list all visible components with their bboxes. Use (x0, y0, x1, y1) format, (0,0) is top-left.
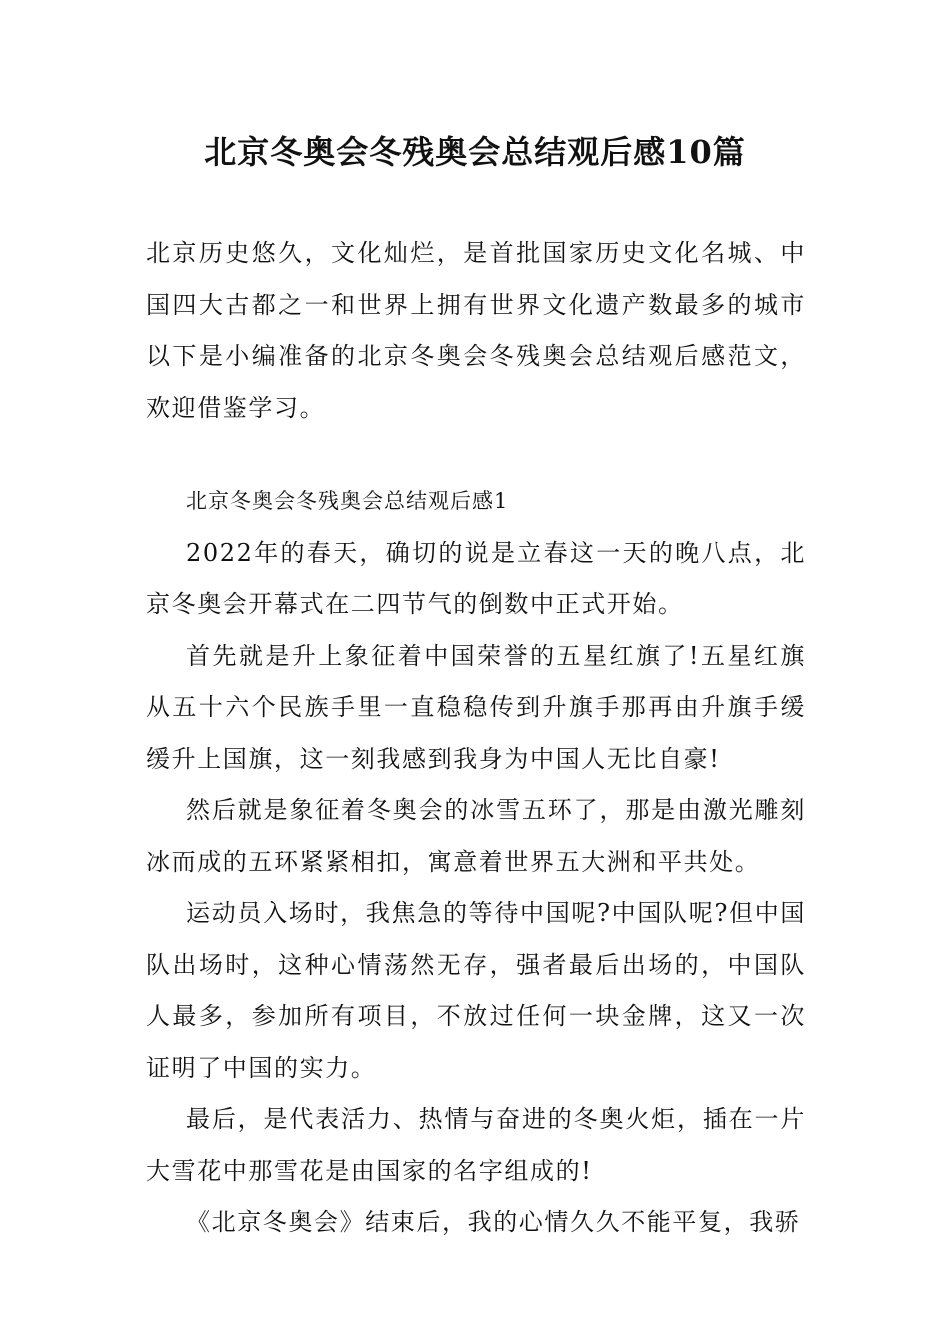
section-heading: 北京冬奥会冬残奥会总结观后感1 (186, 489, 509, 513)
body-paragraph: 首先就是升上象征着中国荣誉的五星红旗了!五星红旗从五十六个民族手里一直稳稳传到升旗手那再由升旗手缓缓升上国旗，这一刻我感到我身为中国人无比自豪! (146, 641, 806, 773)
article-section (146, 476, 806, 1249)
body-paragraph: 2022年的春天，确切的说是立春这一天的晚八点，北京冬奥会开幕式在二四节气的倒数中正式开始。 (146, 538, 806, 618)
document-title: 北京冬奥会冬残奥会总结观后感10篇 (204, 133, 746, 171)
body-paragraph: 《北京冬奥会》结束后，我的心情久久不能平复，我骄 (186, 1208, 801, 1236)
intro-paragraph: 北京历史悠久，文化灿烂，是首批国家历史文化名城、中国四大古都之一和世界上拥有世界文化遗产数最多的城市以下是小编准备的北京冬奥会冬残奥会总结观后感范文，欢迎借鉴学习。 (146, 239, 806, 422)
body-paragraph: 运动员入场时，我焦急的等待中国呢?中国队呢?但中国队出场时，这种心情荡然无存，强者最后出场的，中国队人最多，参加所有项目，不放过任何一块金牌，这又一次证明了中国的实力。 (146, 899, 806, 1082)
body-paragraph: 最后，是代表活力、热情与奋进的冬奥火炬，插在一片大雪花中那雪花是由国家的名字组成的! (146, 1105, 806, 1185)
body-paragraph: 然后就是象征着冬奥会的冰雪五环了，那是由激光雕刻冰而成的五环紧紧相扣，寓意着世界五大洲和平共处。 (146, 796, 806, 876)
